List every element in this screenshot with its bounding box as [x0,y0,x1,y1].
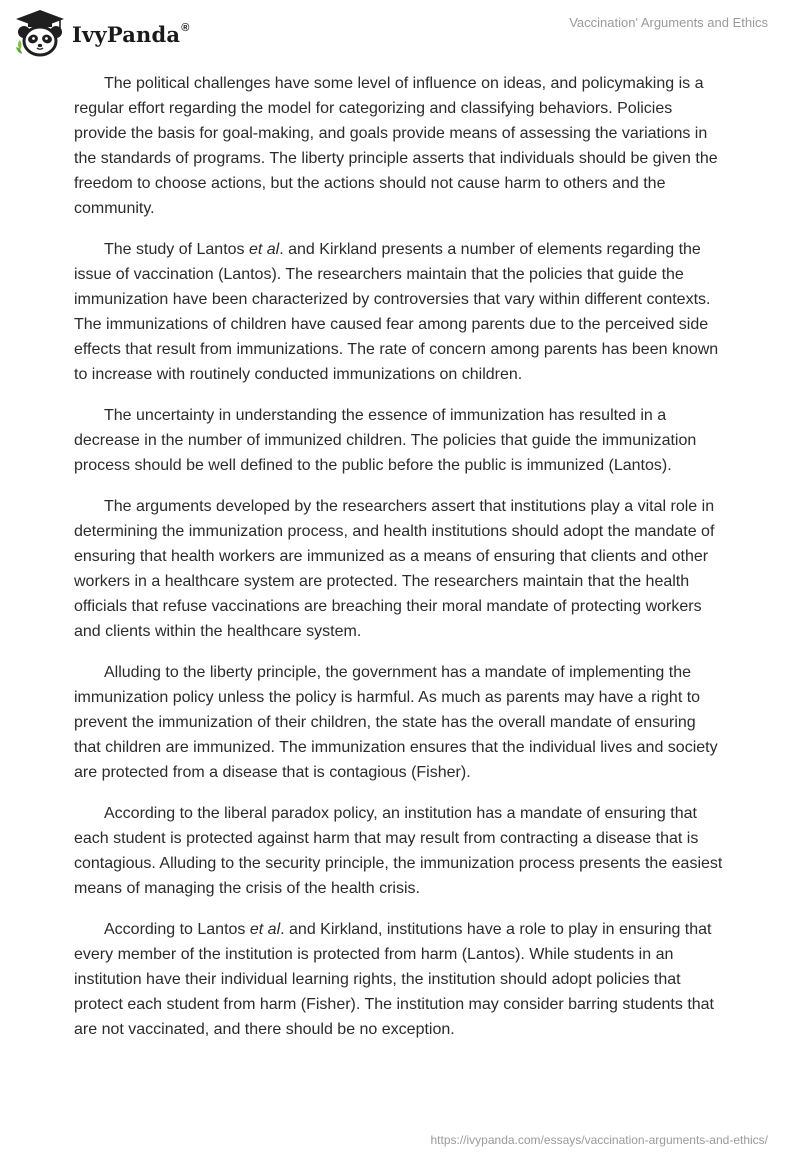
panda-graduate-icon [14,8,66,58]
italic-et-al: et al [248,241,280,258]
paragraph-text: Alluding to the liberty principle, the government has a mandate of implementing the immunization policy unless the policy is harmful. As much as parents may have a right to prevent the immunization of their children, the state has the overall mandate of ensuring that children are immunized. The immunization ensures that the individual lives and society are protected from a disease that is contagious (Fisher). [74,664,718,781]
paragraph [74,494,726,644]
paragraph [74,917,726,1042]
paragraph-text: According to Lantos [104,921,250,938]
paragraph [74,403,726,478]
document-title: Vaccination' Arguments and Ethics [569,15,768,30]
page-header [0,0,800,64]
paragraph-text: The uncertainty in understanding the essence of immunization has resulted in a decrease in the number of immunized children. The policies that guide the immunization process should be well defined to the public before the public is immunized (Lantos). [74,407,697,474]
brand-wordmark [72,22,190,47]
paragraph-text: The study of Lantos [104,241,249,258]
ivypanda-logo[interactable] [14,8,190,58]
paragraph [74,801,726,901]
paragraph-text: The arguments developed by the researchers assert that institutions play a vital role in determining the immunization process, and health institutions should adopt the mandate of ensuring that health workers are immunized as a means of ensuring that clients and other workers in a healthcare system are protected. The researchers maintain that the health officials that refuse vaccinations are breaching their moral mandate of protecting workers and clients within the healthcare system. [74,498,715,640]
paragraph [74,71,726,221]
paragraph-text: . and Kirkland presents a number of elements regarding the issue of vaccination (Lantos). The researchers maintain that the policies that guide the immunization have been characterized by controversies that vary within different contexts. The immunizations of children have caused fear among parents due to the perceived side effects that result from immunizations. The rate of concern among parents has been known to increase with routinely conducted immunizations on children. [74,241,719,383]
paragraph [74,660,726,785]
registered-mark: ® [181,21,190,34]
paragraph-text: . and Kirkland, institutions have a role to play in ensuring that every member of the institution is protected from harm (Lantos). While students in an institution have their individual learning rights, the institution should adopt policies that protect each student from harm (Fisher). The institution may consider barring students that are not vaccinated, and there should be no exception. [74,921,714,1038]
source-url[interactable]: https://ivypanda.com/essays/vaccination-arguments-and-ethics/ [430,1133,768,1147]
essay-body [74,71,726,1058]
paragraph [74,237,726,387]
paragraph-text: The political challenges have some level of influence on ideas, and policymaking is a regular effort regarding the model for categorizing and classifying behaviors. Policies provide the basis for goal-making, and goals provide means of assessing the variations in the standards of programs. The liberty principle asserts that individuals should be given the freedom to choose actions, but the actions should not cause harm to others and the community. [74,75,718,217]
paragraph-text: According to the liberal paradox policy, an institution has a mandate of ensuring that each student is protected against harm that may result from contracting a disease that is contagious. Alluding to the security principle, the immunization process presents the easiest means of managing the crisis of the health crisis. [74,805,723,897]
italic-et-al: et al [249,921,281,938]
brand-name: IvyPanda [72,21,181,47]
